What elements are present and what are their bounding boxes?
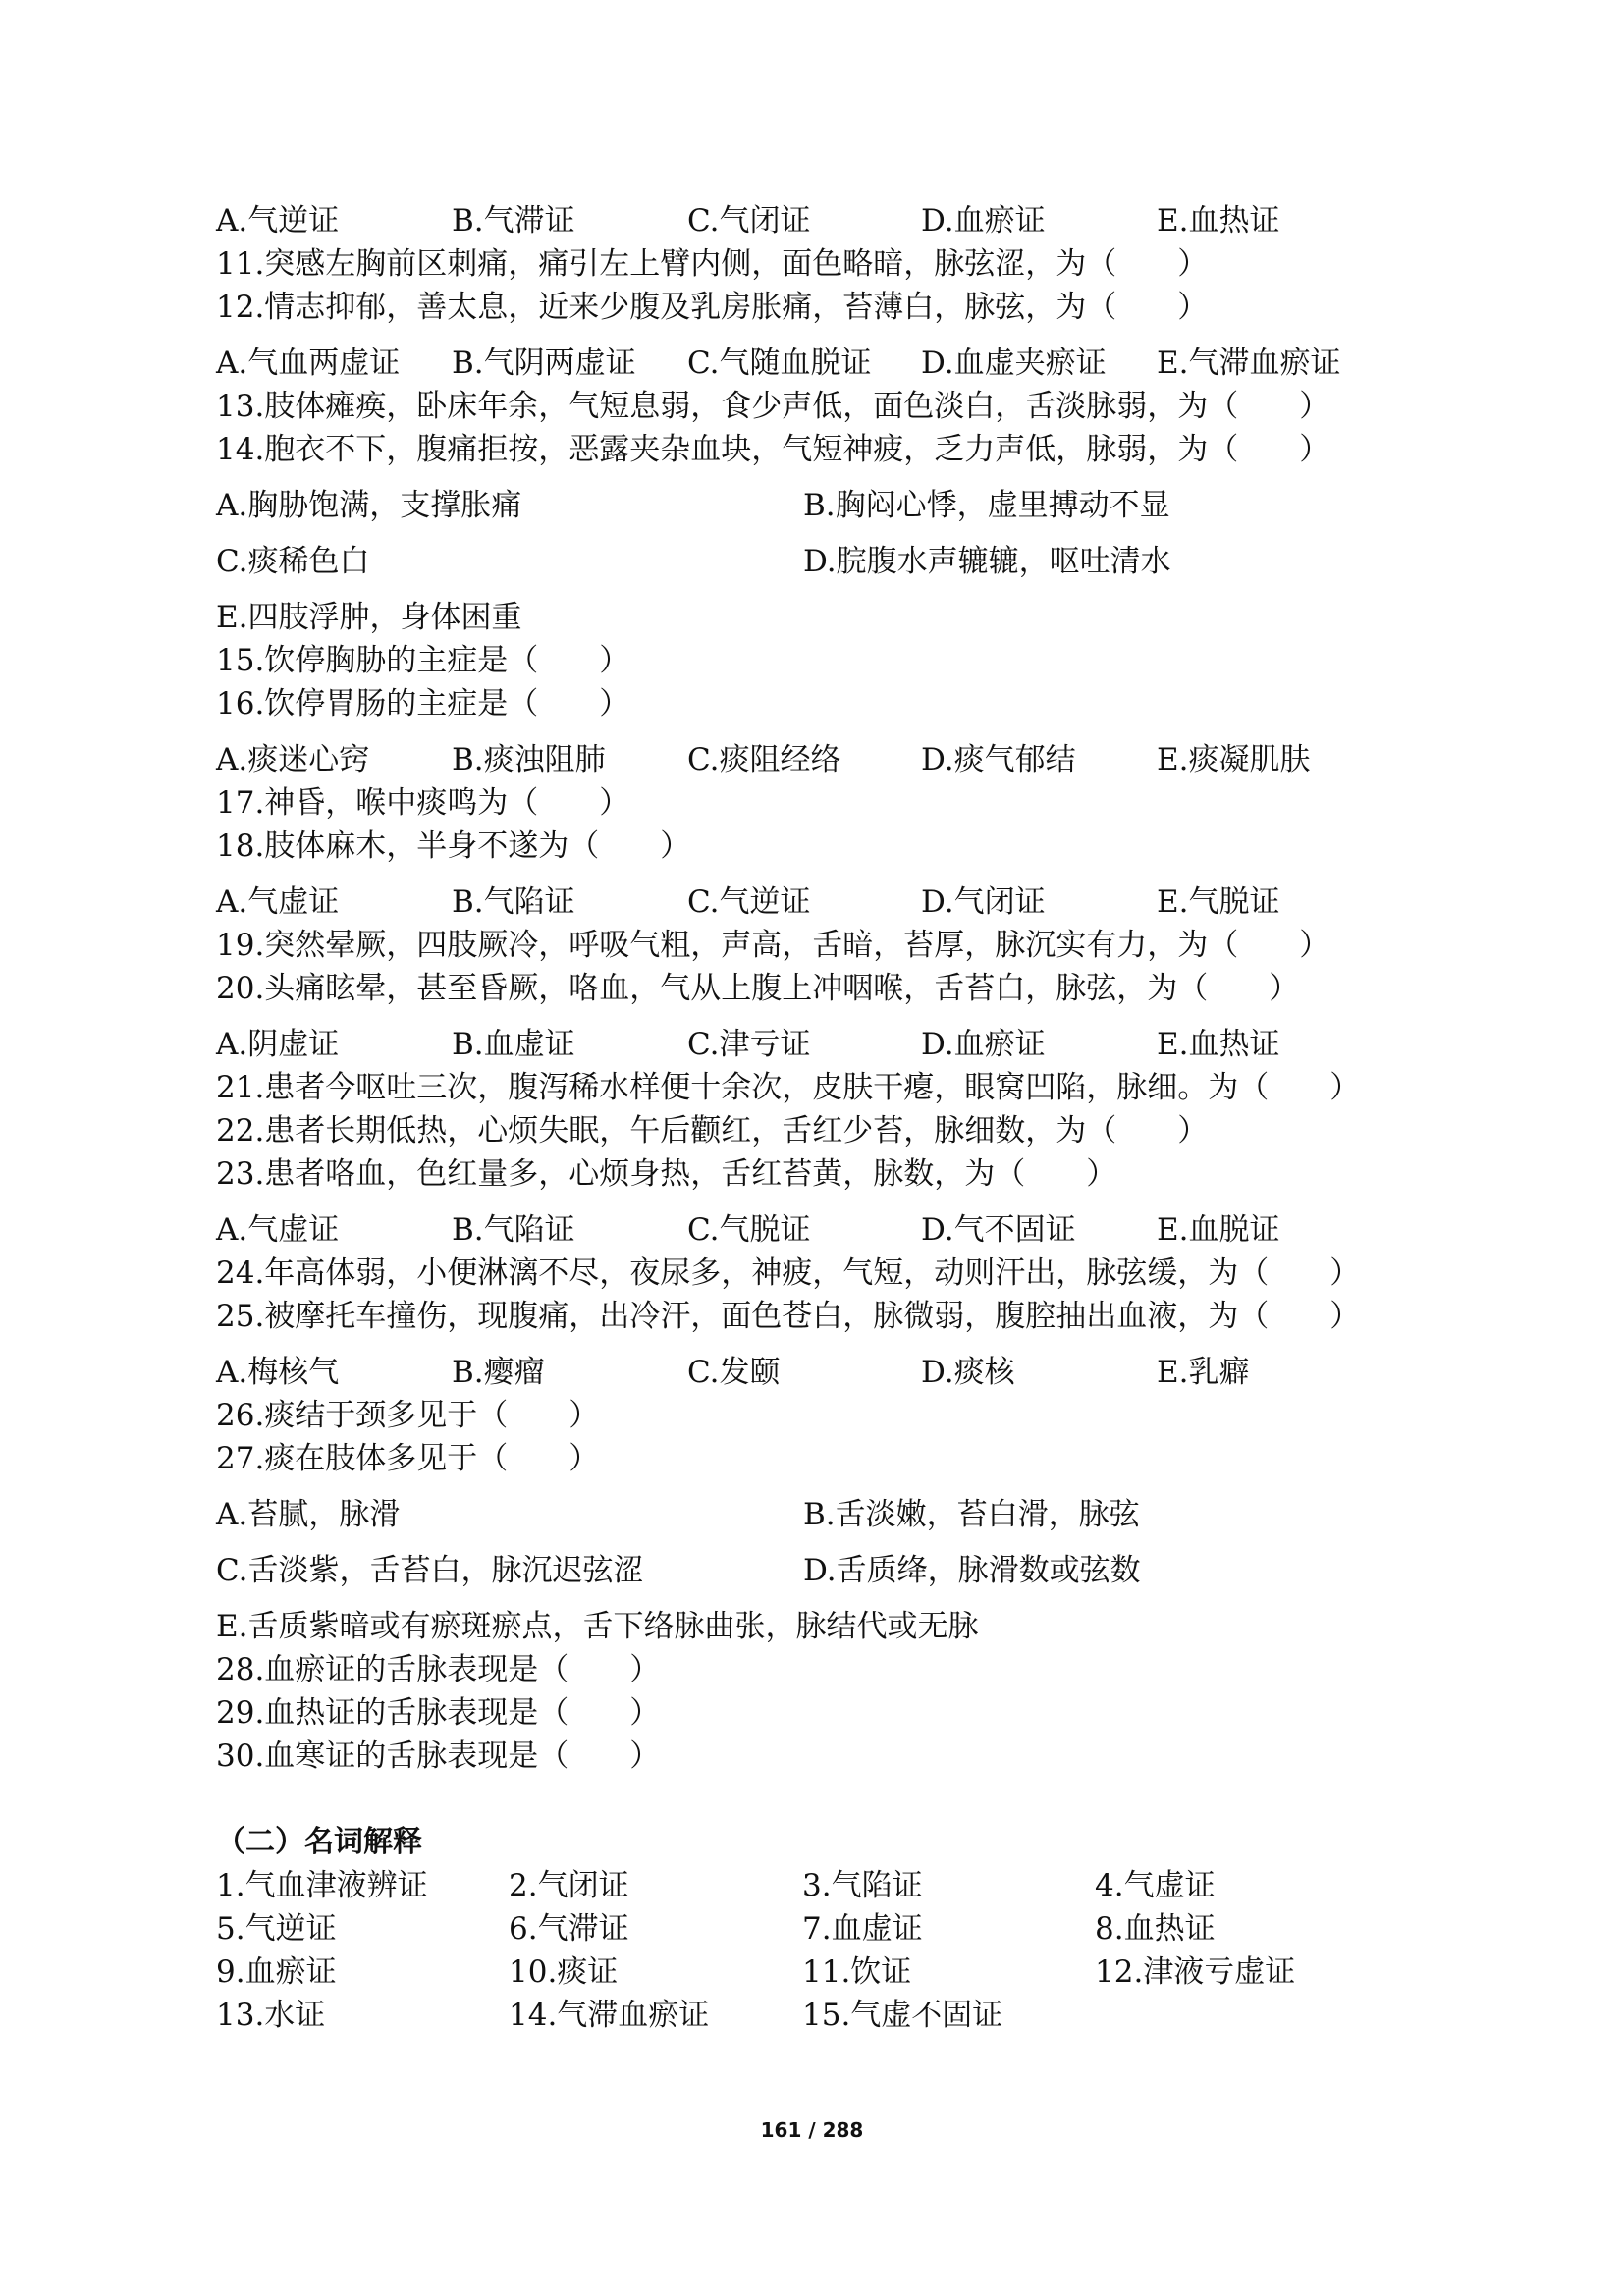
option-row — [216, 199, 1434, 242]
option-d: D.脘腹水声辘辘，呕吐清水 — [803, 544, 1171, 579]
option-c: C.津亏证 — [687, 1027, 811, 1062]
term-item: 4.气虚证 — [1095, 1868, 1216, 1903]
question-17: 17.神昏，喉中痰鸣为（ ） — [216, 785, 630, 821]
page-number: 161 / 288 — [760, 2118, 864, 2142]
question-11: 11.突感左胸前区刺痛，痛引左上臂内侧，面色略暗，脉弦涩，为（ ） — [216, 246, 1209, 282]
option-c: C.痰稀色白 — [216, 544, 370, 579]
option-d: D.血虚夹瘀证 — [921, 346, 1107, 381]
option-e: E.气脱证 — [1157, 884, 1280, 920]
option-a: A.气血两虚证 — [216, 346, 401, 381]
option-a: A.气逆证 — [216, 203, 340, 239]
option-row — [216, 738, 1434, 781]
term-item: 12.津液亏虚证 — [1095, 1954, 1296, 1990]
term-item: 6.气滞证 — [509, 1911, 629, 1947]
option-b: B.痰浊阻肺 — [452, 742, 606, 777]
term-row — [216, 1994, 1434, 2037]
option-c: C.发颐 — [687, 1355, 781, 1390]
option-a: A.胸胁饱满，支撑胀痛 — [216, 488, 522, 523]
option-row — [216, 1493, 1434, 1536]
question-16: 16.饮停胃肠的主症是（ ） — [216, 686, 630, 721]
question-19: 19.突然晕厥，四肢厥冷，呼吸气粗，声高，舌暗，苔厚，脉沉实有力，为（ ） — [216, 928, 1330, 963]
option-b: B.气滞证 — [452, 203, 575, 239]
question-15: 15.饮停胸胁的主症是（ ） — [216, 643, 630, 678]
option-row — [216, 881, 1434, 924]
question-24: 24.年高体弱，小便淋漓不尽，夜尿多，神疲，气短，动则汗出，脉弦缓，为（ ） — [216, 1255, 1361, 1291]
question-26: 26.痰结于颈多见于（ ） — [216, 1398, 600, 1433]
option-b: B.舌淡嫩，苔白滑，脉弦 — [803, 1497, 1140, 1532]
option-e: E.血热证 — [1157, 1027, 1280, 1062]
option-b: B.气阴两虚证 — [452, 346, 636, 381]
option-b: B.气陷证 — [452, 1212, 575, 1248]
option-row — [216, 1023, 1434, 1066]
option-row — [216, 342, 1434, 385]
option-c: C.气逆证 — [687, 884, 811, 920]
option-a: A.气虚证 — [216, 1212, 340, 1248]
question-25: 25.被摩托车撞伤，现腹痛，出冷汗，面色苍白，脉微弱，腹腔抽出血液，为（ ） — [216, 1299, 1361, 1334]
term-item: 7.血虚证 — [802, 1911, 923, 1947]
option-a: A.阴虚证 — [216, 1027, 340, 1062]
question-30: 30.血寒证的舌脉表现是（ ） — [216, 1738, 661, 1774]
option-e: E.舌质紫暗或有瘀斑瘀点，舌下络脉曲张，脉结代或无脉 — [216, 1609, 979, 1644]
question-20: 20.头痛眩晕，甚至昏厥，咯血，气从上腹上冲咽喉，舌苔白，脉弦，为（ ） — [216, 971, 1300, 1006]
option-row — [216, 540, 1434, 583]
question-13: 13.肢体瘫痪，卧床年余，气短息弱，食少声低，面色淡白，舌淡脉弱，为（ ） — [216, 389, 1330, 424]
option-row — [216, 1549, 1434, 1592]
option-c: C.舌淡紫，舌苔白，脉沉迟弦涩 — [216, 1553, 644, 1588]
option-d: D.痰核 — [921, 1355, 1015, 1390]
option-b: B.瘿瘤 — [452, 1355, 545, 1390]
term-item: 8.血热证 — [1095, 1911, 1216, 1947]
option-row — [216, 1351, 1434, 1394]
option-b: B.气陷证 — [452, 884, 575, 920]
option-d: D.痰气郁结 — [921, 742, 1076, 777]
term-item: 2.气闭证 — [509, 1868, 629, 1903]
option-e: E.乳癖 — [1157, 1355, 1250, 1390]
question-14: 14.胞衣不下，腹痛拒按，恶露夹杂血块，气短神疲，乏力声低，脉弱，为（ ） — [216, 432, 1330, 467]
option-a: A.梅核气 — [216, 1355, 340, 1390]
term-item: 3.气陷证 — [802, 1868, 923, 1903]
term-item: 10.痰证 — [509, 1954, 619, 1990]
option-a: A.痰迷心窍 — [216, 742, 370, 777]
term-item: 14.气滞血瘀证 — [509, 1998, 710, 2033]
section-title: （二）名词解释 — [216, 1825, 422, 1859]
option-d: D.血瘀证 — [921, 203, 1046, 239]
term-row — [216, 1950, 1434, 1994]
question-content — [216, 199, 1434, 2037]
option-c: C.气脱证 — [687, 1212, 811, 1248]
option-e: E.痰凝肌肤 — [1157, 742, 1311, 777]
option-c: C.气闭证 — [687, 203, 811, 239]
option-b: B.血虚证 — [452, 1027, 575, 1062]
option-c: C.痰阻经络 — [687, 742, 841, 777]
question-29: 29.血热证的舌脉表现是（ ） — [216, 1695, 661, 1731]
question-22: 22.患者长期低热，心烦失眠，午后颧红，舌红少苔，脉细数，为（ ） — [216, 1113, 1209, 1148]
option-b: B.胸闷心悸，虚里搏动不显 — [803, 488, 1170, 523]
option-a: A.苔腻，脉滑 — [216, 1497, 401, 1532]
question-23: 23.患者咯血，色红量多，心烦身热，舌红苔黄，脉数，为（ ） — [216, 1156, 1117, 1192]
term-item: 9.血瘀证 — [216, 1954, 337, 1990]
option-d: D.气闭证 — [921, 884, 1046, 920]
option-row — [216, 484, 1434, 527]
option-d: D.舌质绛，脉滑数或弦数 — [803, 1553, 1141, 1588]
option-e: E.血脱证 — [1157, 1212, 1280, 1248]
option-d: D.气不固证 — [921, 1212, 1076, 1248]
option-c: C.气随血脱证 — [687, 346, 872, 381]
term-item: 15.气虚不固证 — [802, 1998, 1003, 2033]
term-list — [216, 1864, 1434, 2037]
option-e: E.气滞血瘀证 — [1157, 346, 1341, 381]
question-27: 27.痰在肢体多见于（ ） — [216, 1441, 600, 1476]
question-21: 21.患者今呕吐三次，腹泻稀水样便十余次，皮肤干瘪，眼窝凹陷，脉细。为（ ） — [216, 1070, 1361, 1105]
term-row — [216, 1907, 1434, 1950]
question-12: 12.情志抑郁，善太息，近来少腹及乳房胀痛，苔薄白，脉弦，为（ ） — [216, 290, 1209, 325]
option-d: D.血瘀证 — [921, 1027, 1046, 1062]
option-e: E.四肢浮肿，身体困重 — [216, 600, 522, 635]
term-row — [216, 1864, 1434, 1907]
question-18: 18.肢体麻木，半身不遂为（ ） — [216, 828, 691, 864]
question-28: 28.血瘀证的舌脉表现是（ ） — [216, 1652, 661, 1687]
option-row — [216, 1208, 1434, 1252]
option-e: E.血热证 — [1157, 203, 1280, 239]
term-item: 1.气血津液辨证 — [216, 1868, 428, 1903]
option-a: A.气虚证 — [216, 884, 340, 920]
term-item: 5.气逆证 — [216, 1911, 337, 1947]
term-item: 11.饮证 — [802, 1954, 912, 1990]
term-item: 13.水证 — [216, 1998, 326, 2033]
